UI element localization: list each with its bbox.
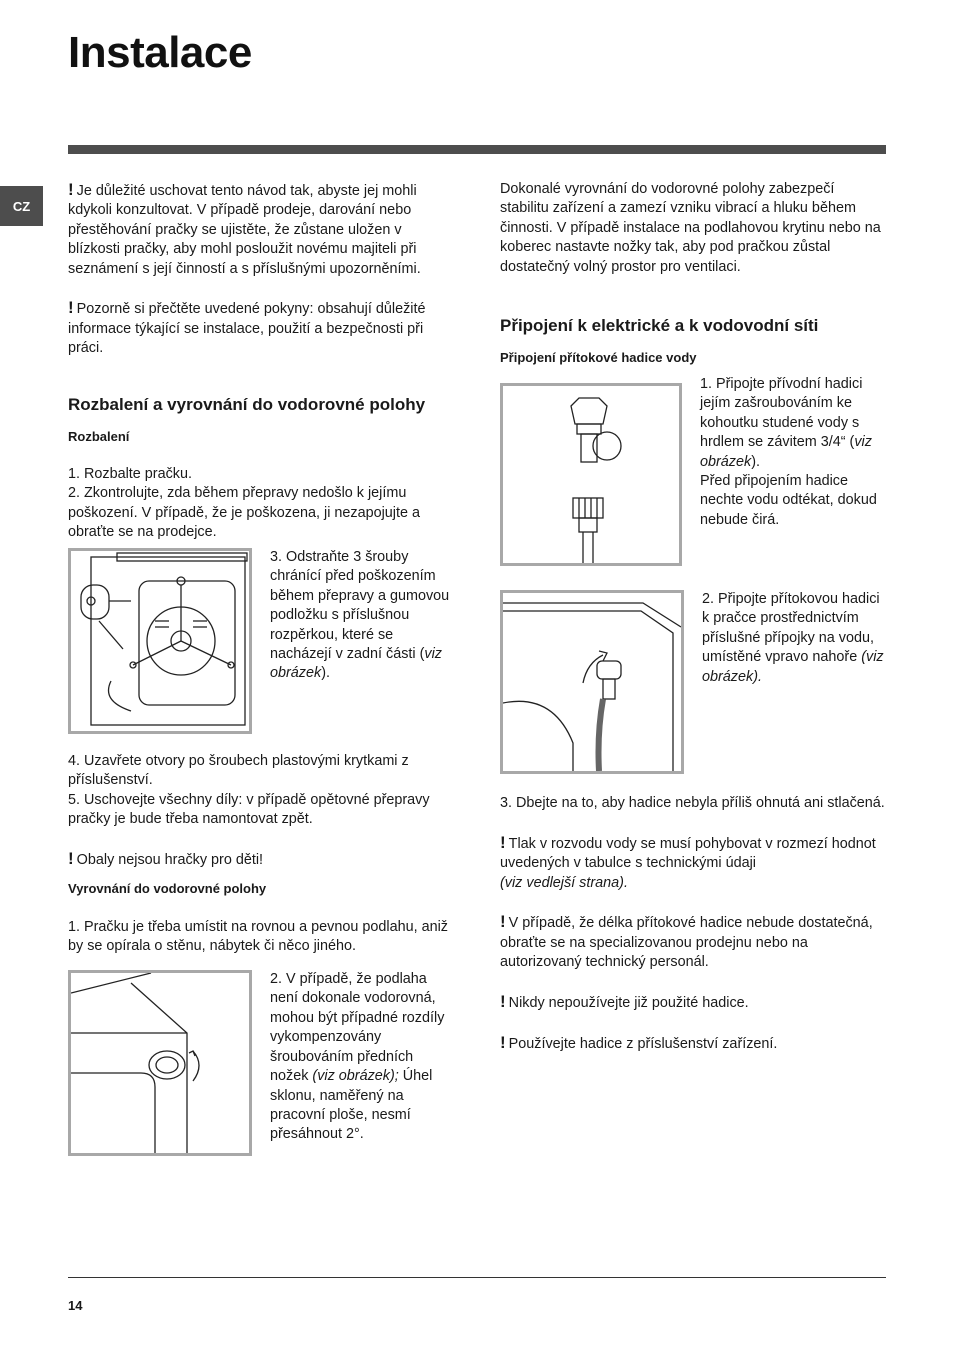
- warning-icon: !: [68, 849, 74, 869]
- language-tab: CZ: [0, 186, 43, 226]
- warning-pressure: ! Tlak v rozvodu vody se musí pohybovat v rozmezí hodnot uvedených v tabulce s technickými údaji (viz vedlejší strana).: [500, 832, 876, 891]
- hose-step-2: 2. Připojte přítokovou hadici k pračce prostřednictvím příslušné přípojky na vodu, umístěné vpravo nahoře (viz obrázek).: [702, 591, 884, 685]
- subheading-leveling: Vyrovnání do vodorovné polohy: [68, 881, 267, 897]
- warning-icon: !: [68, 298, 74, 318]
- tap-connection-figure: [500, 383, 682, 566]
- figure-row-screws: [68, 548, 454, 734]
- bottom-rule: [68, 1277, 886, 1278]
- figure-row-inlet: [500, 590, 886, 774]
- figure-row-feet: [68, 970, 454, 1156]
- top-rule: [68, 145, 886, 154]
- unpack-step-2: 2. Zkontrolujte, zda během přepravy nedošlo k jejímu poškození. V případě, že je poškozena, ji nezapojujte a obraťte se na prodejce.: [68, 485, 421, 541]
- warning-used-hoses: ! Nikdy nepoužívejte již použité hadice.: [500, 992, 749, 1012]
- intro-paragraph-1: ! Je důležité uschovat tento návod tak, abyste jej mohli kdykoli konzultovat. V případě prodeje, darování nebo přestěhování pračky se ujistěte, že zůstane uložen v blízkosti pračky, aby mohl posloužit novému majiteli při seznámení s její činností a s příslušnými upozorněními.: [68, 180, 421, 277]
- section-heading-unpacking: Rozbalení a vyrovnání do vodorovné polohy: [68, 394, 426, 414]
- unpack-step-1: 1. Rozbalte pračku.: [68, 466, 192, 483]
- left-column: [68, 180, 454, 1156]
- warning-icon: !: [500, 912, 506, 932]
- warning-accessory-hoses: ! Používejte hadice z příslušenství zařízení.: [500, 1032, 778, 1052]
- warning-icon: !: [500, 992, 506, 1012]
- right-column: [500, 180, 886, 1054]
- intro-paragraph-2: ! Pozorně si přečtěte uvedené pokyny: obsahují důležité informace týkající se instalace, použití a bezpečnosti při práci.: [68, 298, 426, 357]
- page-number: 14: [68, 1298, 83, 1313]
- warning-icon: !: [68, 180, 74, 199]
- warning-icon: !: [500, 1032, 506, 1052]
- washer-rear-figure: [68, 548, 252, 734]
- unpack-step-3: 3. Odstraňte 3 šrouby chránící před poškozením během přepravy a gumovou podložku s příslušnou rozpěrkou, které se nacházejí v zadní části (viz obrázek).: [270, 549, 450, 682]
- figure-row-tap: [500, 375, 886, 566]
- unpack-step-5: 5. Uschovejte všechny díly: v případě opětovné přepravy pračky je bude třeba namontovat zpět.: [68, 791, 430, 828]
- unpack-step-4: 4. Uzavřete otvory po šroubech plastovými krytkami z příslušenství.: [68, 753, 409, 789]
- page-title: Instalace: [68, 28, 252, 77]
- warning-icon: !: [500, 832, 506, 852]
- level-step-2: 2. V případě, že podlaha není dokonale vodorovná, mohou být případné rozdíly vykompenzovány šroubováním předních nožek (viz obrázek); Úhel sklonu, naměřený na pracovní ploše, nesmí přesáhnout 2°.: [270, 971, 445, 1143]
- subheading-inlet-hose: Připojení přítokové hadice vody: [500, 350, 697, 366]
- hose-step-3: 3. Dbejte na to, aby hadice nebyla příliš ohnutá ani stlačená.: [500, 795, 885, 812]
- hose-step-1: 1. Připojte přívodní hadici jejím zašroubováním ke kohoutku studené vody s hrdlem se závitem 3/4“ (viz obrázek). Před připojením hadice nechte vodu odtékat, dokud nebude čirá.: [700, 376, 877, 528]
- inlet-connection-figure: [500, 590, 684, 774]
- warning-hose-length: ! V případě, že délka přítokové hadice nebude dostatečná, obraťte se na specializovanou prodejnu nebo na autorizovaný technický personál.: [500, 912, 873, 971]
- leveling-intro: Dokonalé vyrovnání do vodorovné polohy zabezpečí stabilitu zařízení a zamezí vzniku vibrací a hluku během činnosti. V případě instalace na podlahovou krytinu nebo na koberec nastavte nožky tak, aby pod pračkou zůstal dostatečný volný prostor pro ventilaci.: [500, 181, 881, 275]
- subheading-unpacking: Rozbalení: [68, 428, 130, 444]
- warning-packaging: ! Obaly nejsou hračky pro děti!: [68, 849, 264, 869]
- adjustable-foot-figure: [68, 970, 252, 1156]
- section-heading-connection: Připojení k elektrické a k vodovodní síti: [500, 316, 819, 336]
- level-step-1: 1. Pračku je třeba umístit na rovnou a pevnou podlahu, aniž by se opírala o stěnu, nábytek či něco jiného.: [68, 918, 448, 955]
